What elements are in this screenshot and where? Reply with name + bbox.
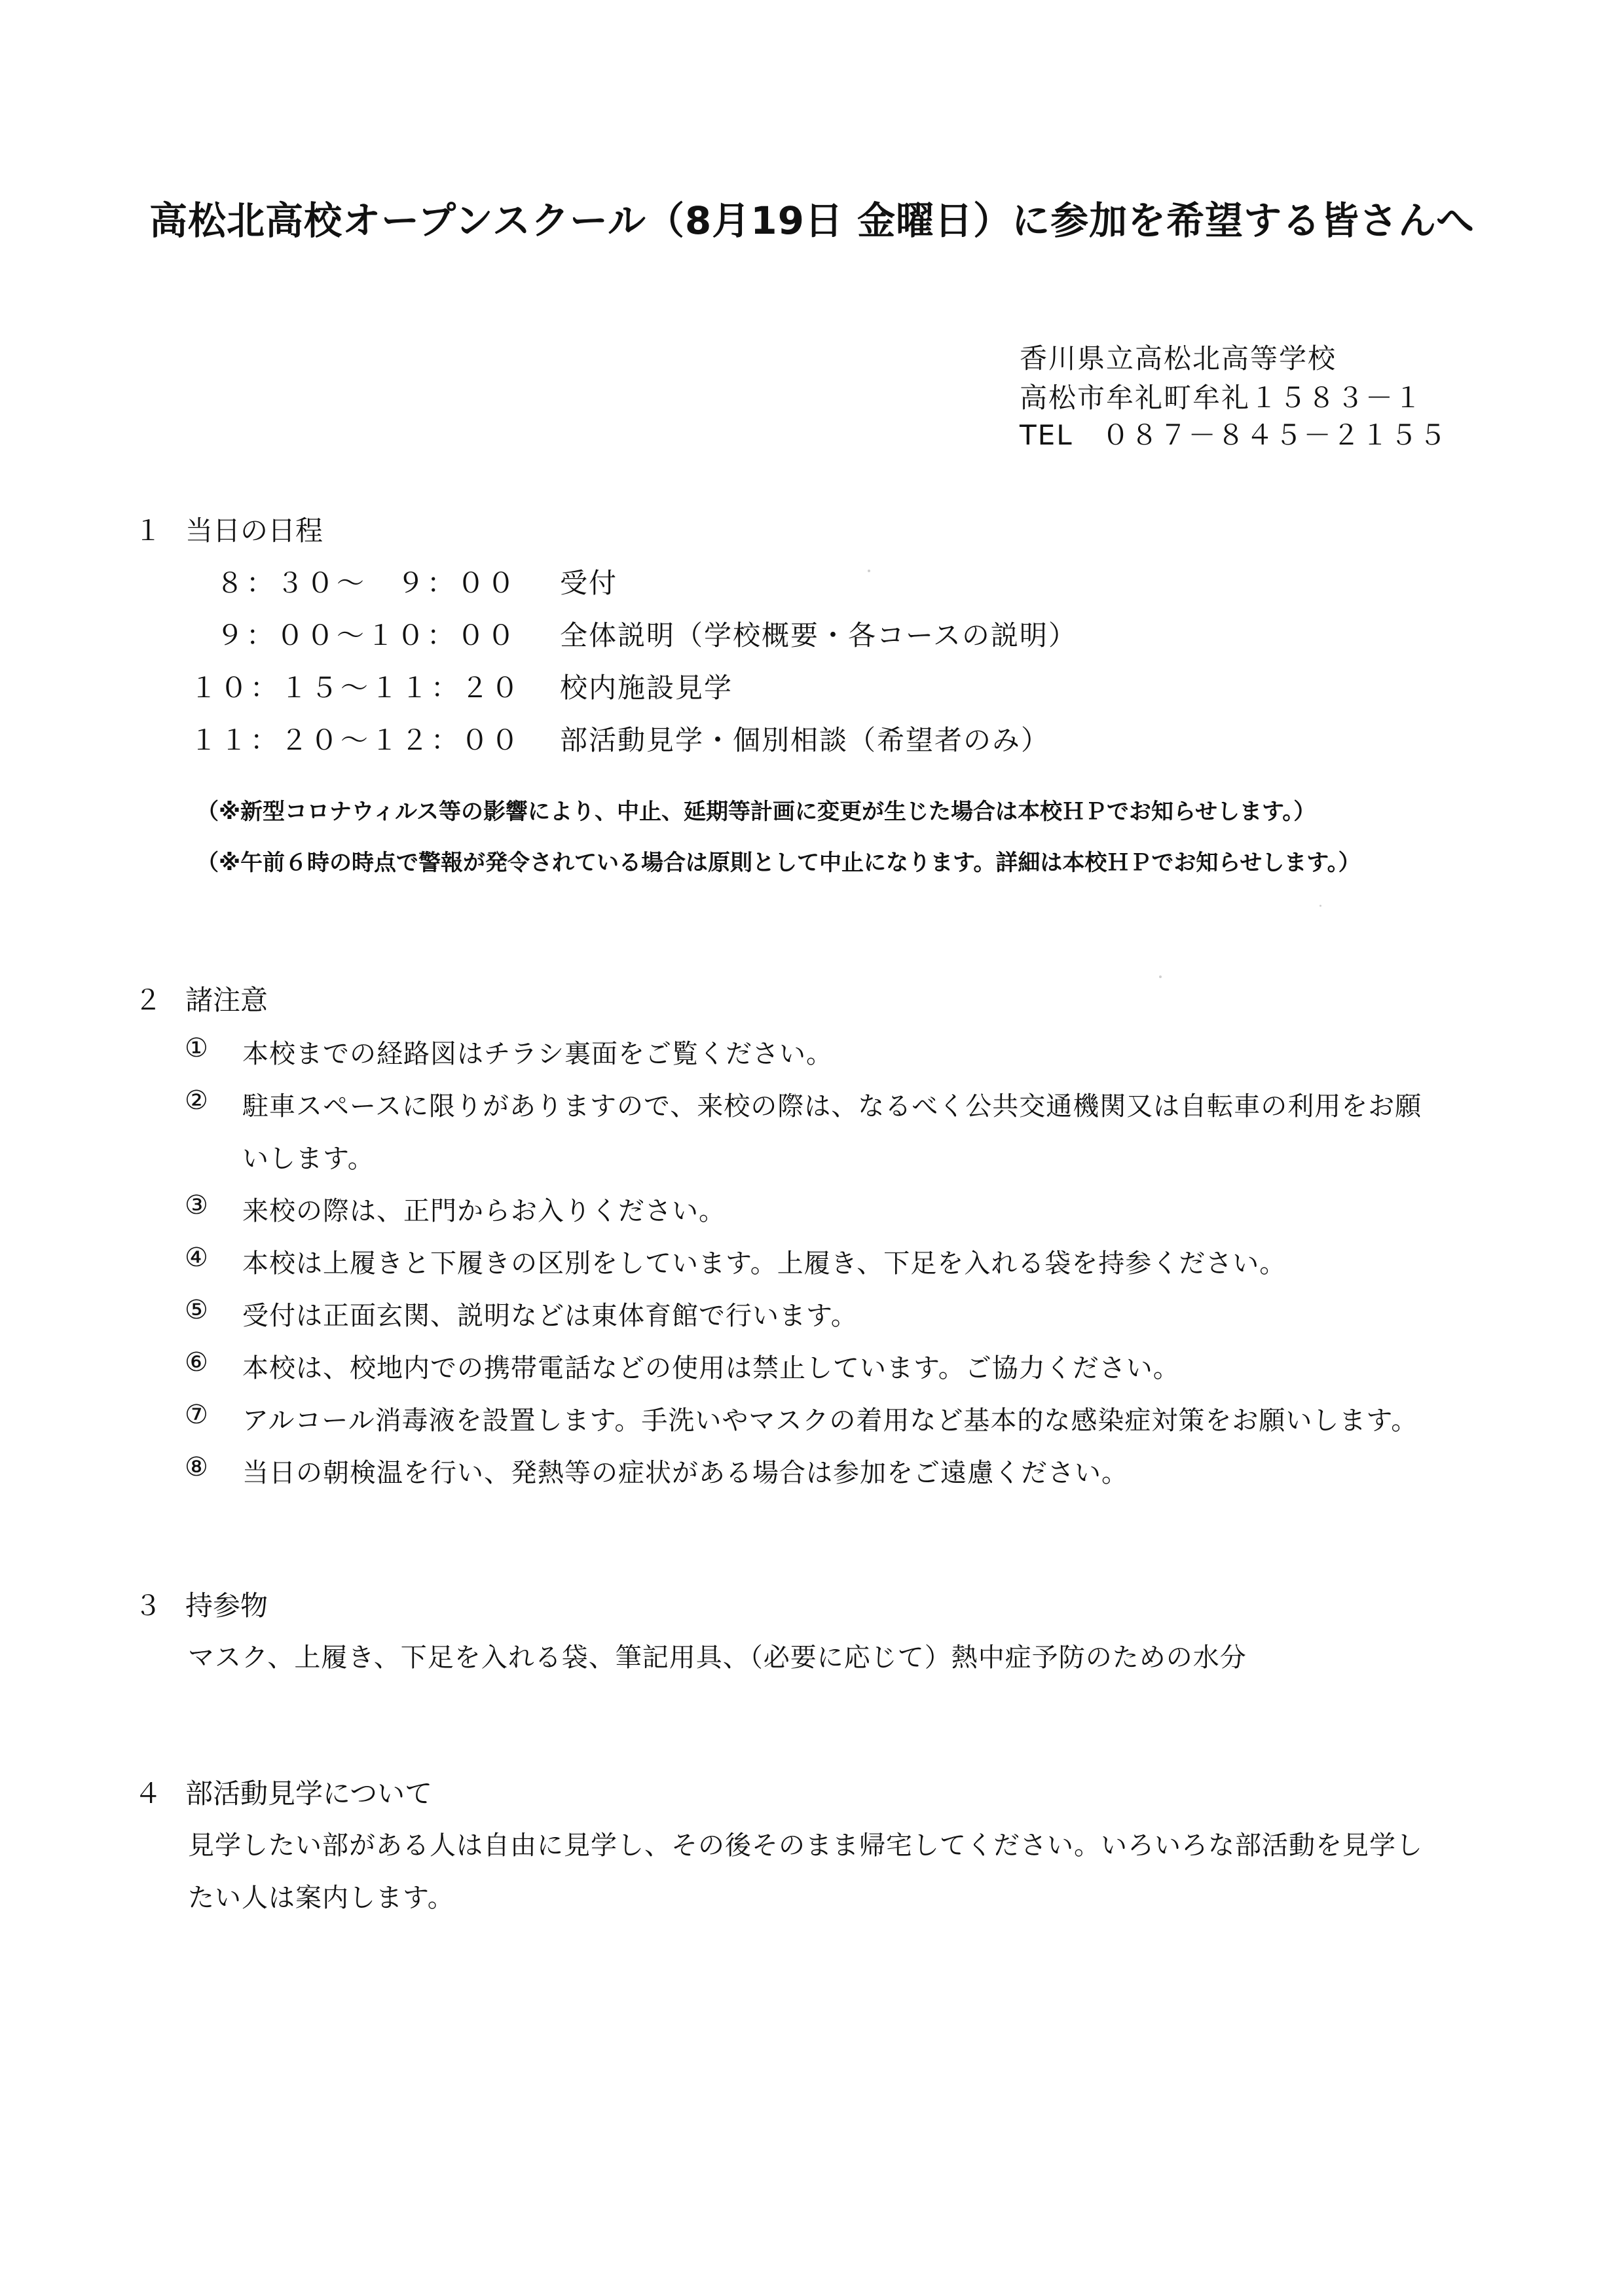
notice-text: （※午前６時の時点で警報が発令されている場合は原則として中止になります。詳細は本校ＨＰでお知らせします。） bbox=[196, 850, 1361, 876]
list-item-marker: ② bbox=[185, 1085, 208, 1116]
list-item-marker: ③ bbox=[185, 1190, 208, 1220]
notice-text: （※新型コロナウィルス等の影響により、中止、延期等計画に変更が生じた場合は本校ＨＰでお知らせします。） bbox=[196, 799, 1316, 825]
list-item: 本校は、校地内での携帯電話などの使用は禁止しています。ご協力ください。 bbox=[242, 1353, 1180, 1383]
section-number: ２ bbox=[134, 984, 162, 1016]
schedule-label: 全体説明（学校概要・各コースの説明） bbox=[560, 619, 1077, 651]
scan-speck bbox=[868, 570, 870, 572]
list-item-marker: ④ bbox=[185, 1243, 208, 1273]
section-title: 部活動見学について bbox=[185, 1777, 433, 1810]
page-title: 高松北高校オープンスクール（8月19日 金曜日）に参加を希望する皆さんへ bbox=[149, 198, 1475, 243]
list-item-marker: ⑥ bbox=[185, 1347, 208, 1377]
club-visit-text: 見学したい部がある人は自由に見学し、その後そのまま帰宅してください。いろいろな部活動を見学し bbox=[188, 1831, 1423, 1861]
list-item-continuation: いします。 bbox=[242, 1144, 375, 1174]
list-item: 受付は正面玄関、説明などは東体育館で行います。 bbox=[242, 1301, 858, 1331]
list-item: 本校までの経路図はチラシ裏面をご覧ください。 bbox=[242, 1039, 833, 1069]
scan-speck bbox=[1320, 905, 1321, 907]
sender-address: 高松市牟礼町牟礼１５８３－１ bbox=[1020, 382, 1424, 414]
list-item-marker: ⑧ bbox=[185, 1452, 208, 1482]
schedule-label: 部活動見学・個別相談（希望者のみ） bbox=[560, 724, 1050, 756]
sender-school: 香川県立高松北高等学校 bbox=[1020, 342, 1337, 374]
list-item: アルコール消毒液を設置します。手洗いやマスクの着用など基本的な感染症対策をお願いします。 bbox=[242, 1406, 1418, 1436]
list-item-marker: ① bbox=[185, 1033, 208, 1063]
section-number: ４ bbox=[134, 1777, 162, 1810]
belongings-text: マスク、上履き、下足を入れる袋、筆記用具、（必要に応じて）熱中症予防のための水分 bbox=[188, 1643, 1247, 1673]
schedule-time: １０：１５～１１：２０ bbox=[190, 672, 522, 704]
section-number: １ bbox=[134, 515, 162, 547]
club-visit-text: たい人は案内します。 bbox=[188, 1883, 454, 1913]
list-item-marker: ⑤ bbox=[185, 1295, 208, 1325]
schedule-label: 校内施設見学 bbox=[560, 672, 733, 704]
list-item: 駐車スペースに限りがありますので、来校の際は、なるべく公共交通機関又は自転車の利用をお願 bbox=[242, 1091, 1422, 1121]
section-title: 諸注意 bbox=[185, 984, 268, 1016]
section-number: ３ bbox=[134, 1590, 162, 1622]
sender-tel: TEL ０８７－８４５－２１５５ bbox=[1020, 419, 1448, 451]
section-title: 当日の日程 bbox=[185, 515, 323, 547]
list-item: 来校の際は、正門からお入りください。 bbox=[242, 1196, 726, 1226]
section-title: 持参物 bbox=[185, 1590, 268, 1622]
list-item: 本校は上履きと下履きの区別をしています。上履き、下足を入れる袋を持参ください。 bbox=[242, 1248, 1287, 1279]
schedule-time: ８：３０～ ９：００ bbox=[216, 567, 518, 599]
schedule-time: ９：００～１０：００ bbox=[216, 619, 518, 651]
scan-speck bbox=[1159, 975, 1162, 978]
schedule-time: １１：２０～１２：００ bbox=[190, 724, 522, 756]
schedule-label: 受付 bbox=[560, 567, 618, 599]
list-item-marker: ⑦ bbox=[185, 1400, 208, 1430]
list-item: 当日の朝検温を行い、発熱等の症状がある場合は参加をご遠慮ください。 bbox=[242, 1458, 1128, 1488]
